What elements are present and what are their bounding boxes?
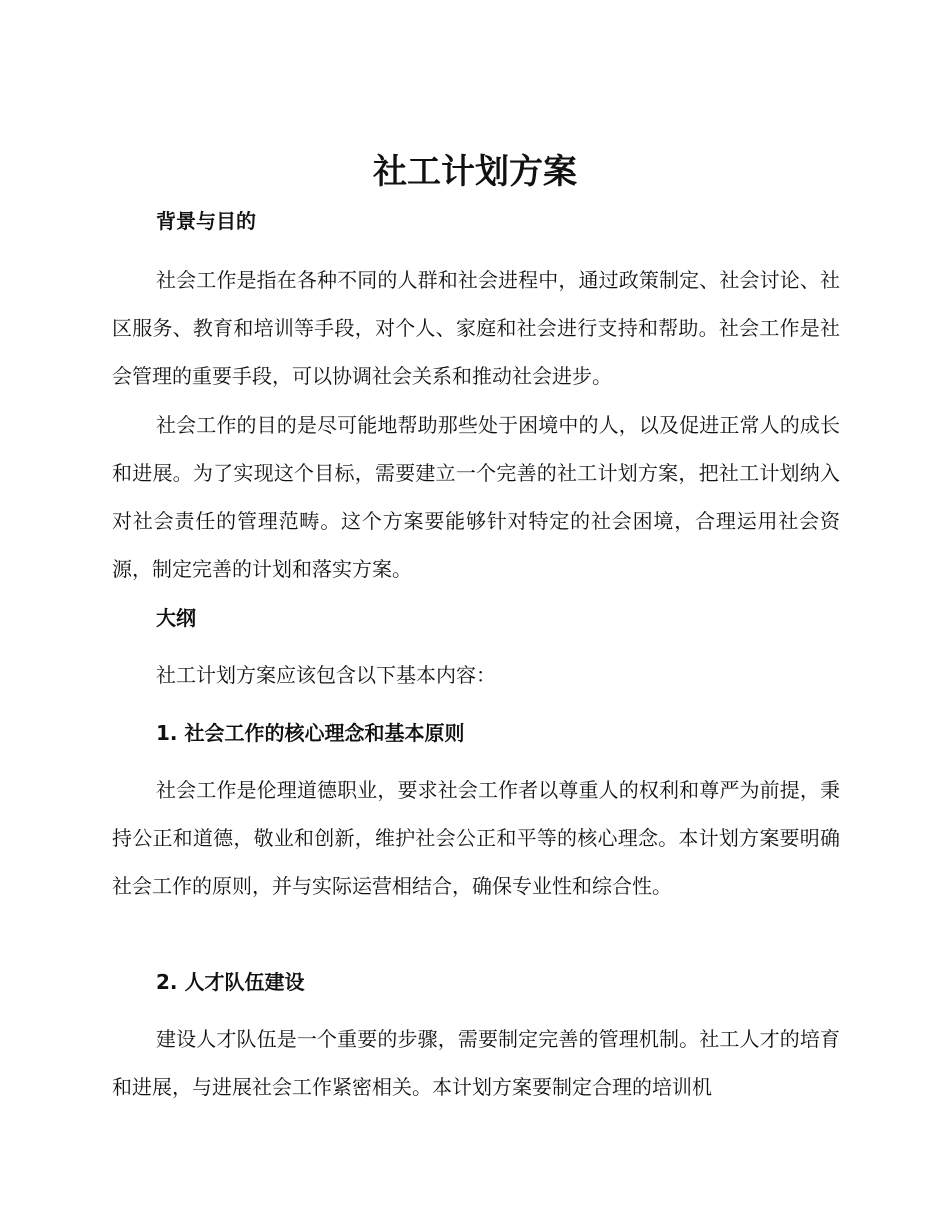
section-heading-outline: 大纲	[156, 606, 196, 630]
section-heading-item2: 2. 人才队伍建设	[156, 970, 305, 994]
outline-intro: 社工计划方案应该包含以下基本内容：	[156, 663, 496, 687]
document-title: 社工计划方案	[373, 152, 577, 192]
paragraph-item2: 建设人才队伍是一个重要的步骤，需要制定完善的管理机制。社工人才的培育和进展，与进展社会工作紧密相关。本计划方案要制定合理的培训机	[112, 1027, 840, 1099]
paragraph-background-1: 社会工作是指在各种不同的人群和社会进程中，通过政策制定、社会讨论、社区服务、教育和培训等手段，对个人、家庭和社会进行支持和帮助。社会工作是社会管理的重要手段，可以协调社会关系和推动社会进步。	[112, 268, 840, 388]
section-heading-background: 背景与目的	[156, 209, 256, 233]
paragraph-item1: 社会工作是伦理道德职业，要求社会工作者以尊重人的权利和尊严为前提，秉持公正和道德，敬业和创新，维护社会公正和平等的核心理念。本计划方案要明确社会工作的原则，并与实际运营相结合，确保专业性和综合性。	[112, 778, 840, 898]
section-heading-item1: 1. 社会工作的核心理念和基本原则	[156, 721, 465, 745]
paragraph-background-2: 社会工作的目的是尽可能地帮助那些处于困境中的人，以及促进正常人的成长和进展。为了实现这个目标，需要建立一个完善的社工计划方案，把社工计划纳入对社会责任的管理范畴。这个方案要能够针对特定的社会困境，合理运用社会资源，制定完善的计划和落实方案。	[112, 413, 840, 581]
